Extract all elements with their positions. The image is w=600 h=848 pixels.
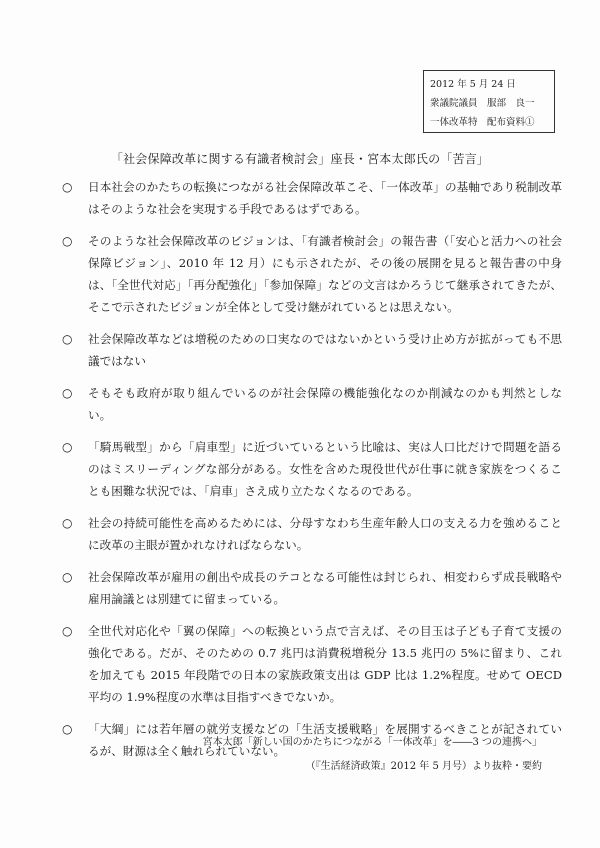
bullet-text: 「大綱」には若年層の就労支援などの「生活支援戦略」を展開するべきことが記されているが、財源は全く触れられていない。 [88, 722, 562, 758]
bullet-item [62, 176, 562, 220]
bullet-item [62, 512, 562, 556]
bullet-text: そもそも政府が取り組んでいるのが社会保障の機能強化なのか削減なのかも判然としない。 [88, 386, 562, 422]
document-title: 「社会保障改革に関する有識者検討会」座長・宮本太郎氏の「苦言」 [110, 152, 490, 166]
bullet-text: 社会の持続可能性を高めるためには、分母すなわち生産年齢人口の支える力を強めることに改革の主眼が置かれなければならない。 [88, 516, 562, 552]
bullet-item [62, 328, 562, 372]
bullet-marker: ○ [62, 180, 73, 194]
bullet-list [62, 176, 562, 762]
memo-distribution: 一体改革特 配布資料① [430, 117, 535, 128]
bullet-marker: ○ [62, 722, 73, 736]
source-citation-line1: 宮本太郎「新しい国のかたちにつながる「一体改革」を――3 つの連携へ」 [202, 737, 542, 748]
bullet-text: 全世代対応化や「翼の保障」への転換という点で言えば、その目玉は子ども子育て支援の強化である。だが、そのための 0.7 兆円は消費税増税分 13.5 兆円の 5%に留まり、これを加えても 2015 年段階での日本の家族政策支出は GDP 比は 1.2%程度。せめて OECD 平均の 1.9%程度の水準は目指すべきでないか。 [88, 624, 562, 704]
bullet-text: 「騎馬戦型」から「肩車型」に近づいているという比喩は、実は人口比だけで問題を語るのはミスリーディングな部分がある。女性を含めた現役世代が仕事に就き家族をつくることも困難な状況では、「肩車」さえ成り立たなくなるのである。 [88, 440, 562, 498]
bullet-text: 社会保障改革が雇用の創出や成長のテコとなる可能性は封じられ、相変わらず成長戦略や雇用論議とは別建てに留まっている。 [88, 570, 562, 606]
bullet-marker: ○ [62, 440, 73, 454]
bullet-text: 社会保障改革などは増税のための口実なのではないかという受け止め方が拡がっても不思議ではない [88, 332, 562, 368]
bullet-item [62, 382, 562, 426]
memo-date: 2012 年 5 月 24 日 [430, 79, 516, 90]
bullet-item [62, 566, 562, 610]
bullet-item [62, 620, 562, 708]
bullet-marker: ○ [62, 332, 73, 346]
bullet-item [62, 230, 562, 318]
bullet-marker: ○ [62, 386, 73, 400]
bullet-text: そのような社会保障改革のビジョンは、「有識者検討会」の報告書（「安心と活力への社会保障ビジョン」、2010 年 12 月）にも示されたが、その後の展開を見ると報告書の中身は、「全世代対応」「再分配強化」「参加保障」などの文言はかろうじて継承されてきたが、そこで示されたビジョンが全体として受け継がれているとは思えない。 [88, 234, 562, 314]
bullet-marker: ○ [62, 234, 73, 248]
bullet-marker: ○ [62, 570, 73, 584]
bullet-text: 日本社会のかたちの転換につながる社会保障改革こそ、「一体改革」の基軸であり税制改革はそのような社会を実現する手段であるはずである。 [88, 180, 562, 216]
memo-author: 衆議院議員 服部 良一 [430, 98, 535, 109]
memo-header-box [423, 70, 555, 133]
bullet-item [62, 436, 562, 502]
source-citation-line2: （『生活経済政策』2012 年 5 月号）より抜粋・要約 [305, 761, 542, 772]
bullet-marker: ○ [62, 624, 73, 638]
bullet-marker: ○ [62, 516, 73, 530]
